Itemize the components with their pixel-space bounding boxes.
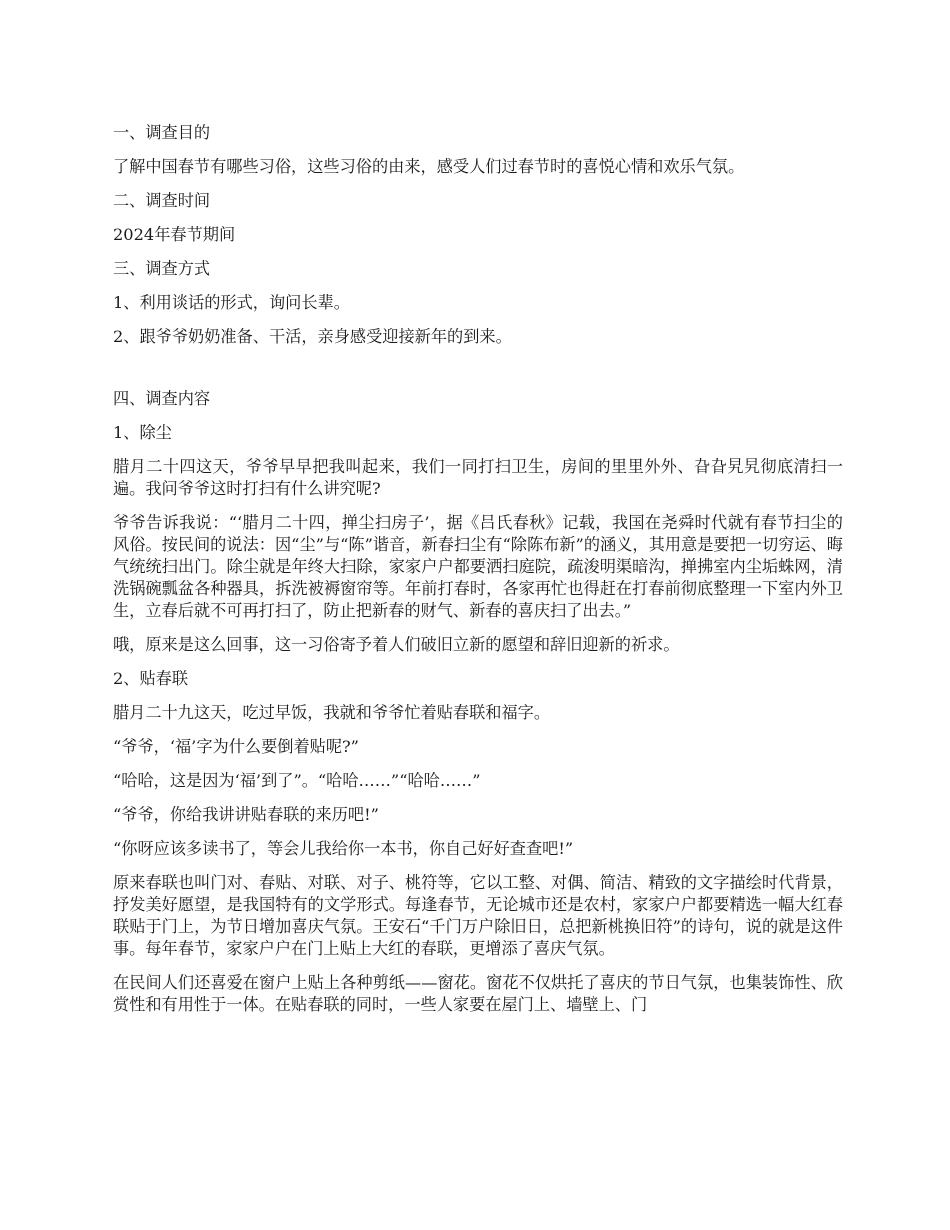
paragraph-dusting-2: 爷爷告诉我说：“‘腊月二十四，掸尘扫房子’，据《吕氏春秋》记载，我国在尧舜时代就有春节扫尘的风俗。按民间的说法：因“尘”与“陈”谐音，新春扫尘有“除陈布新”的涵义，其用意是要把一切穷运、晦气统统扫出门。除尘就是年终大扫除，家家户户都要洒扫庭院，疏浚明渠暗沟，掸拂室内尘垢蛛网，清洗锅碗瓢盆各种器具，拆洗被褥窗帘等。年前打春时，各家再忙也得赶在打春前彻底整理一下室内外卫生，立春后就不可再打扫了，防止把新春的财气、新春的喜庆扫了出去。” (113, 513, 843, 620)
heading-method: 三、调查方式 (113, 259, 211, 278)
paragraph-dusting-3: 哦，原来是这么回事，这一习俗寄予着人们破旧立新的愿望和辞旧迎新的祈求。 (113, 635, 680, 654)
subheading-couplets: 2、贴春联 (113, 669, 189, 688)
dialogue-line-1: “爷爷，‘福’字为什么要倒着贴呢?” (113, 737, 359, 756)
dialogue-line-2: “哈哈，这是因为‘福’到了”。“哈哈……”“哈哈……” (113, 771, 481, 790)
paragraph-dusting-1: 腊月二十四这天，爷爷早早把我叫起来，我们一同打扫卫生，房间的里里外外、旮旮旯旯彻底清扫一遍。我问爷爷这时打扫有什么讲究呢? (113, 457, 843, 498)
document-page (113, 122, 843, 1028)
method-item-2: 2、跟爷爷奶奶准备、干活，亲身感受迎接新年的到来。 (113, 327, 512, 346)
paragraph-purpose: 了解中国春节有哪些习俗，这些习俗的由来，感受人们过春节时的喜悦心情和欢乐气氛。 (113, 157, 745, 176)
paragraph-window-flowers: 在民间人们还喜爱在窗户上贴上各种剪纸——窗花。窗花不仅烘托了喜庆的节日气氛，也集装饰性、欣赏性和有用性于一体。在贴春联的同时，一些人家要在屋门上、墙壁上、门 (113, 973, 843, 1014)
dialogue-line-3: “爷爷，你给我讲讲贴春联的来历吧!” (113, 805, 379, 824)
heading-purpose: 一、调查目的 (113, 123, 211, 142)
heading-time: 二、调查时间 (113, 191, 211, 210)
paragraph-time: 2024年春节期间 (113, 225, 236, 244)
heading-content: 四、调查内容 (113, 389, 211, 408)
method-item-1: 1、利用谈话的形式，询问长辈。 (113, 293, 350, 312)
paragraph-couplets-1: 腊月二十九这天，吃过早饭，我就和爷爷忙着贴春联和福字。 (113, 703, 551, 722)
dialogue-line-4: “你呀应该多读书了，等会儿我给你一本书，你自己好好查查吧!” (113, 839, 574, 858)
subheading-dusting: 1、除尘 (113, 423, 172, 442)
paragraph-couplets-2: 原来春联也叫门对、春贴、对联、对子、桃符等，它以工整、对偶、简洁、精致的文字描绘时代背景，抒发美好愿望，是我国特有的文学形式。每逢春节，无论城市还是农村，家家户户都要精选一幅大红春联贴于门上，为节日增加喜庆气氛。王安石“千门万户除旧日，总把新桃换旧符”的诗句，说的就是这件事。每年春节，家家户户在门上贴上大红的春联，更增添了喜庆气氛。 (113, 873, 843, 958)
